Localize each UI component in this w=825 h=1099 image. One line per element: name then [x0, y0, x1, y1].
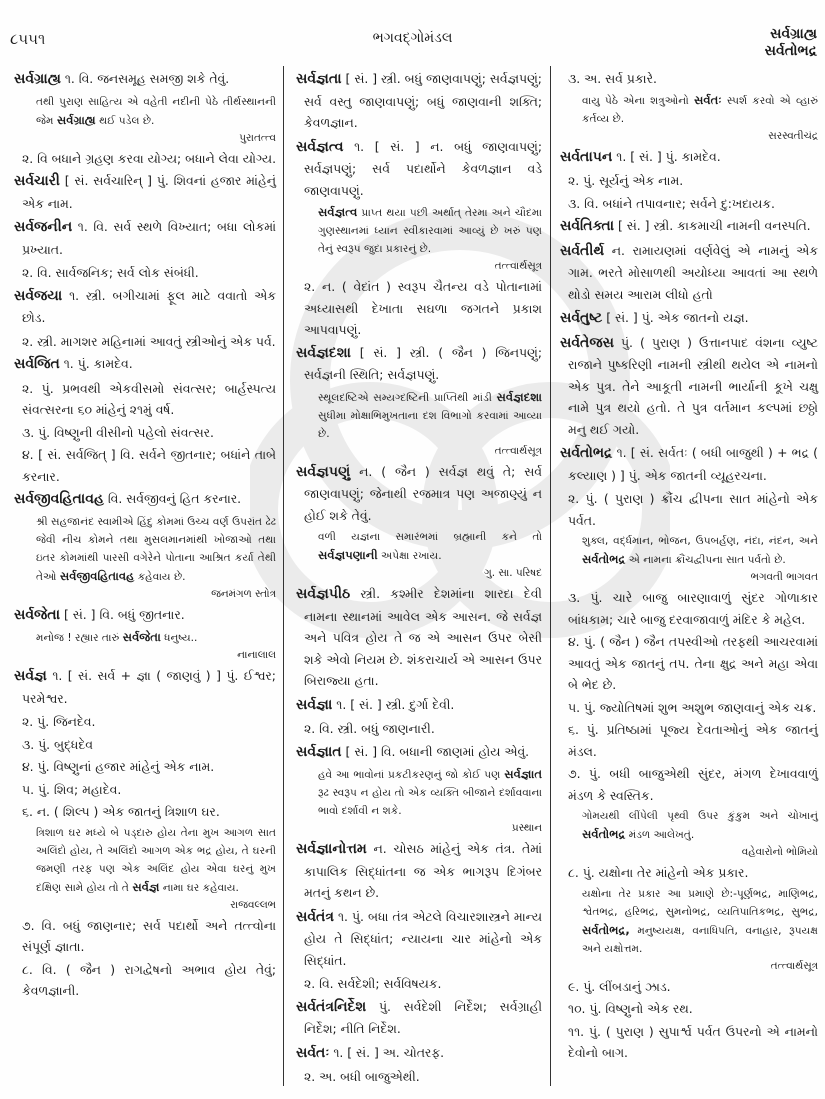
sense-definition: ૫. પું. જ્યોતિષમાં શુભ અશુભ જાણવાનું એક ચક્ર.	[568, 699, 817, 715]
headword: સર્વજ્ઞત્વ	[296, 138, 344, 155]
sense-definition: ૨. સ્ત્રી. માગશર મહિનામાં આવતું સ્ત્રીઓનું એક પર્વ.	[22, 333, 276, 349]
sense-definition: ૩. પું. બુદ્ધદેવ	[22, 736, 94, 752]
dictionary-entry	[560, 215, 818, 238]
citation-quote	[560, 532, 818, 569]
sense-definition: ૪. પું. ( જૈન ) જૈન તપસ્વીઓ તરફથી આચરવામાં આવતું એક જાતનું તપ. તેના ક્ષુદ્ર અને મહા એવા બે ભેદ છે.	[568, 634, 818, 692]
column-divider	[283, 66, 284, 1086]
definition-text: ન. ( જૈન ) સર્વજ્ઞ થવું તે; સર્વ જાણવાપણું; જેનાથી રજમાત્ર પણ અજાણ્યું ન હોઈ શકે તેવું.	[304, 463, 542, 523]
sense-definition: ૧૧. પું. ( પુરાણ ) સુપાર્શ્વ પર્વત ઉપરનો એ નામનો દેવોનો બાગ.	[568, 1023, 818, 1060]
quote-headword: સર્વજીવહિતાવહ	[59, 568, 135, 583]
citation-quote	[14, 824, 276, 897]
sense-definition: ૩. વિ. બધાંને તપાવનાર; સર્વને દુ:ખદાયક.	[568, 195, 775, 211]
quote-text: રૂઢ સ્વરૂપ ન હોય તો એક વ્યક્તિ બીજાને દર્શાવવાના ભાવો દર્શાવી ન શકે.	[318, 787, 542, 817]
citation-source: સરસ્વતીચંદ્ર	[768, 129, 818, 142]
dictionary-entry	[296, 996, 542, 1040]
sense-definition: ૨. પું. જિનદેવ.	[22, 714, 96, 729]
citation-source: ભગવતી ભાગવત	[750, 571, 818, 583]
quote-text: કહેવાય છે.	[137, 570, 186, 583]
headword: સર્વતિક્તા	[560, 218, 615, 234]
citation-quote	[296, 528, 542, 565]
headword: સર્વજ્ઞતા	[296, 71, 342, 87]
dictionary-entry	[560, 240, 818, 306]
sense-definition: ૨. વિ. સાર્વજનિક; સર્વ લોક સંબંધી.	[22, 265, 199, 280]
headword: સર્વચારી	[14, 173, 60, 189]
headword: સર્વજનીન	[14, 219, 73, 235]
headword: સર્વતોભદ્ર	[560, 445, 613, 461]
quote-headword: સર્વગ્રાહ્ય	[56, 112, 96, 127]
dictionary-entry	[560, 146, 818, 169]
citation-quote	[560, 91, 818, 128]
sense-definition: ૨. વિ બધાને ગ્રહણ કરવા યોગ્ય; બધાને લેવા યોગ્ય.	[22, 150, 277, 166]
headword: સર્વતીર્થ	[560, 242, 605, 259]
quote-text: એ નામના ક્રૌંચદ્વીપના સાત પર્વતો છે.	[628, 554, 786, 566]
quote-text: ત્રિશાળ ઘર મધ્યે બે પડ્દારુ હોય તેના મુખ આગળ સાત અલિંદો હોય, તે અલિંદો આગળ એક ભદ્ર હોય, તે ઘરની જમણી તરફ પણ એક અલિંદ હોય એવા ઘરનું મુખ દક્ષિણ સામે હોય તો તે	[36, 826, 276, 894]
sense-definition: ૩. અ. સર્વ પ્રકારે.	[568, 71, 657, 86]
dictionary-entry	[14, 488, 276, 511]
quote-text: હવે આ ભાવોનાં પ્રકટીકરણનું જો કોઈ પણ	[318, 769, 501, 781]
column-1	[14, 68, 276, 1003]
headword: સર્વજ્ઞદશા	[296, 344, 351, 361]
quote-text: સ્થૂલદષ્ટિએ સમ્યગ્દષ્ટિની પ્રાપ્તિથી માંડી	[318, 391, 492, 404]
definition-text: ન. ચોસઠ માંહેનું એક તંત્ર. તેમાં કાપાલિક સિદ્ધાંતના જ એક ભાગરૂપ દિગંબર મતનું કથન છે.	[304, 841, 542, 900]
definition-text: ૧. પું. કામદેવ.	[63, 356, 133, 371]
dictionary-entry	[296, 1042, 542, 1065]
sense-definition: ૪. [ સં. સર્વજિત્ ] વિ. સર્વને જીતનાર; બધાંને તાબે કરનાર.	[22, 447, 276, 484]
quote-text: ગોમયથી લીંપેલી પૃથ્વી ઉપર કુંકુમ અને ચોખાનું	[582, 810, 818, 822]
sense-definition: ૨. પું. ( પુરાણ ) ક્રૌંચ દ્વીપના સાત માંહેનો એક પર્વત.	[568, 491, 818, 528]
headword: સર્વજયા	[14, 287, 63, 304]
dictionary-entry	[14, 285, 276, 329]
guide-word-last: સર્વતોભદ્ર	[764, 43, 817, 59]
sense-definition: ૬. પું. પ્રતિષ્ઠામાં પૂજ્ય દેવતાઓનું એક જાતનું મંડલ.	[568, 722, 818, 759]
citation-quote	[560, 807, 818, 844]
dictionary-entry	[296, 906, 542, 972]
citation-source: જનમંગળ સ્તોત્ર	[211, 587, 276, 600]
sense-definition: ૨. વિ. સ્ત્રી. બધું જાણનારી.	[304, 721, 435, 736]
headword: સર્વતંત્ર	[296, 908, 334, 925]
definition-text: [ સં. ] વિ. બધાની જાણમાં હોય એવું.	[345, 743, 530, 759]
headword: સર્વતુષ્ટ	[560, 310, 603, 326]
citation-source: ગુ. સા. પરિષદ	[484, 567, 542, 579]
sense-definition: ૬. ન. ( શિલ્પ ) એક જાતનું ત્રિશાળ ઘર.	[22, 804, 220, 819]
sense-definition: ૭. પું. બધી બાજુએથી સુંદર, મંગળ દેખાવવાળું મંડળ કે સ્વસ્તિક.	[568, 766, 818, 803]
definition-text: [ સં. ] સ્ત્રી. બધું જાણવાપણું; સર્વજ્ઞપણું; સર્વ વસ્તુ જાણવાપણું; બધું જાણવાની શક્તિ; કેવળજ્ઞાન.	[304, 71, 542, 130]
sense-definition: ૩. પું. વિષ્ણુની વીસીનો પહેલો સંવત્સર.	[22, 424, 214, 440]
dictionary-entry	[14, 170, 276, 214]
dictionary-entry	[296, 694, 542, 717]
headword: સર્વજીવહિતાવહ	[14, 491, 104, 507]
dictionary-entry	[296, 342, 542, 386]
definition-text: પું. સર્વદેશી નિર્દેશ; સર્વગ્રાહી નિર્દેશ; નીતિ નિર્દેશ.	[304, 998, 542, 1036]
dictionary-entry	[296, 461, 542, 527]
page-number: ૮૫૫૧	[10, 30, 46, 48]
citation-quote	[296, 388, 542, 443]
sense-definition: ૨. પું. સૂર્યનું એક નામ.	[568, 173, 684, 188]
dictionary-entry	[296, 838, 542, 904]
headword: સર્વજ્ઞાનોત્તમ	[296, 841, 367, 857]
page-header	[0, 24, 825, 64]
dictionary-entry	[560, 332, 818, 441]
quote-headword: સર્વજ્ઞપણાની	[318, 548, 378, 562]
citation-source: તત્ત્વાર્થસૂત્ર	[494, 444, 542, 457]
sense-definition: ૪. પું. વિષ્ણુનાં હજાર માંહેનું એક નામ.	[22, 759, 215, 774]
column-3	[560, 68, 818, 1065]
quote-text: અપેક્ષા રખાય.	[381, 550, 442, 562]
citation-quote	[14, 93, 276, 130]
sense-definition: ૧૦. પું. વિષ્ણુનો એક રથ.	[568, 1001, 693, 1016]
citation-source: નાનાલાલ	[237, 649, 276, 661]
quote-headword: સર્વતોભદ્ર	[582, 827, 626, 841]
citation-source: રાજવલ્લભ	[230, 898, 276, 911]
headword: સર્વગ્રાહ્ય	[14, 71, 61, 87]
quote-text: મંડળ આલેખતું.	[628, 829, 695, 841]
dictionary-entry	[14, 353, 276, 376]
quote-headword: સર્વજ્ઞાત	[504, 767, 542, 781]
citation-quote	[14, 628, 276, 647]
column-divider	[550, 66, 551, 1086]
quote-text: નામા ઘર કહેવાય.	[162, 881, 239, 894]
definition-text: ૧. સ્ત્રી. બગીચામાં ફૂલ માટે વવાતો એક છોડ.	[22, 287, 276, 325]
definition-text: [ સં. ] સ્ત્રી. ( જૈન ) જિનપણું; સર્વજ્ઞની સ્થિતિ; સર્વજ્ઞપણું.	[304, 344, 542, 382]
quote-headword: સર્વતઃ	[694, 92, 722, 107]
quote-text: મનોજ ! રહ્યાર તારું	[36, 632, 120, 644]
quote-headword: સર્વજ્ઞત્વ	[318, 205, 358, 219]
column-2	[296, 68, 542, 1089]
citation-quote	[560, 885, 818, 958]
dictionary-entry	[296, 583, 542, 692]
citation-source: પુરાતત્ત્વ	[239, 131, 276, 144]
headword: સર્વજિત	[14, 356, 60, 372]
citation-quote	[296, 765, 542, 820]
quote-text: સ્પર્શ કરવો એ વ્હારું કર્તવ્ય છે.	[582, 94, 818, 125]
quote-text: વળી યજ્ઞના સમારંભમાં બ્રહ્માની કને તો	[318, 531, 542, 543]
definition-text: ૧. [ સં. ] પું. કામદેવ.	[616, 148, 721, 164]
dictionary-entry	[560, 442, 818, 486]
quote-headword: સર્વજ્ઞદશા	[496, 389, 542, 404]
sense-definition: ૫. પું. શિવ; મહાદેવ.	[22, 781, 122, 797]
quote-text: તથી પુરાણ સાહિત્ય એ વહેતી નદીની પેઠે તીર્થસ્થાનની જેમ	[36, 95, 276, 127]
headword: સર્વજ્ઞપીઠ	[296, 586, 351, 602]
definition-text: ૧. પું. બધા તંત્ર એટલે વિચારશાસ્ત્રને માન્ય હોય તે સિદ્ધાંત; ન્યાયના ચાર માંહેનો એક સિદ્ધાંત.	[304, 908, 542, 968]
quote-text: શ્રી સહજાનંદ સ્વામીએ હિંદુ કોમમાં ઉચ્ચ વર્ણ ઉપરાંત ઢેઢ જેવી નીચ કોમને તથા મુસલમાનમાંથી ખોજાઓ તથા ઇતર કોમમાંથી પારસી વગેરેને પોતાના આશ્રિત કર્યા તેથી તેઓ	[36, 515, 276, 583]
definition-text: ૧. [ સં. ] ન. બધું જાણવાપણું; સર્વજ્ઞપણું; સર્વ પદાર્થોને કેવળજ્ઞાન વડે જાણવાપણું.	[304, 138, 542, 198]
quote-text: સુધીમા મોક્ષાભિમુખતાના દશ વિભાગો કરવામાં આવ્યા છે.	[318, 409, 542, 440]
citation-quote	[14, 513, 276, 586]
citation-source: તત્ત્વાર્થસૂત્ર	[770, 959, 818, 972]
sense-definition: ૨. પું. પ્રભવથી એકવીસમો સંવત્સર; બાર્હસ્પત્ય સંવત્સરના ૬૦ માંહેનું ૨૧મું વર્ષ.	[22, 380, 276, 417]
sense-definition: ૭. વિ. બધું જાણનાર; સર્વ પદાર્થો અને તત્ત્વોના સંપૂર્ણ જ્ઞાતા.	[22, 917, 276, 954]
sense-definition: ૮. વિ. ( જૈન ) રાગદ્વેષનો અભાવ હોય તેવું; કેવળજ્ઞાની.	[22, 961, 276, 998]
definition-text: ૧. વિ. સર્વ સ્થળે વિખ્યાત; બધા લોકમાં પ્રખ્યાત.	[22, 219, 276, 257]
quote-text: પ્રાપ્ત થયા પછી અર્થાત્ તેરમા અને ચૌદમા ગુણસ્થાનમાં ધ્યાન સ્વીકારવામાં આવ્યું છે ખરું પણ તેનું સ્વરૂપ જુદા પ્રકારનું છે.	[318, 207, 542, 255]
definition-text: ૧. [ સં. ] અ. ચોતરફ.	[333, 1044, 445, 1060]
dictionary-entry	[14, 216, 276, 260]
dictionary-entry	[14, 68, 276, 91]
headword: સર્વજ્ઞા	[296, 696, 333, 713]
dictionary-entry	[296, 136, 542, 202]
dictionary-entry	[296, 741, 542, 764]
headword: સર્વતઃ	[296, 1044, 330, 1061]
definition-text: સ્ત્રી. કશ્મીર દેશમાંના શારદા દેવી નામના સ્થાનમાં આવેલ એક આસન. જે સર્વજ્ઞ અને પવિત્ર હોય તે જ એ આસન ઉપર બેસી શકે એવો નિયમ છે. શંકરાચાર્ય એ આસન ઉપર બિરાજ્યા હતા.	[304, 586, 542, 688]
book-title: ભગવદ્ગોમંડલ	[372, 30, 453, 46]
definition-text: [ સં. ] સ્ત્રી. કાકમાચી નામની વનસ્પતિ.	[618, 218, 811, 233]
sense-definition: ૨. વિ. સર્વદેશી; સર્વવિષયક.	[304, 976, 442, 991]
headword: સર્વજ્ઞપણું	[296, 463, 351, 480]
definition-text: પું. ( પુરાણ ) ઉત્તાનપાદ વંશના વ્યુષ્ટ રાજાને પુષ્કરિણી નામની સ્ત્રીથી થયેલ એ નામનો એક પુત્ર. તેને આકૂતી નામની ભાર્યાની કૂખે ચક્ષુ નામે પુત્ર થયો હતો. તે પુત્ર વર્તમાન કલ્પમાં છઠ્ઠો મનુ થઈ ગયો.	[568, 334, 818, 437]
definition-text: [ સં. ] પું. એક જાતનો યજ્ઞ.	[606, 310, 749, 325]
definition-text: [ સં. સર્વચારિન્ ] પું. શિવનાં હજાર માંહેનું એક નામ.	[22, 173, 276, 211]
headword: સર્વતેજસ	[560, 334, 614, 351]
sense-definition: ૩. પું. ચારે બાજુ બારણાવાળું સુંદર ગોળાકાર બાંધકામ; ચારે બાજુ દરવાજાવાળું મંદિર કે મહેલ.	[568, 590, 818, 627]
citation-source: વહેવારોનો ભોમિયો	[741, 846, 818, 858]
quote-headword: સર્વતોભદ્ર	[582, 552, 626, 566]
definition-text: ન. રામાયણમાં વર્ણવેલું એ નામનું એક ગામ. ભરતે મોસાળથી અયોધ્યા આવતાં આ સ્થળે થોડો સમય આરામ લીધો હતો	[568, 242, 818, 302]
sense-definition: ૯. પું. લીંબડાનું ઝાડ.	[568, 978, 671, 994]
quote-text: વાયુ પેઠે એના શત્રુઓનો	[582, 94, 689, 107]
quote-text: થઈ પડેલ છે.	[99, 114, 155, 127]
dictionary-entry	[560, 307, 818, 330]
sense-definition: ૨. અ. બધી બાજુએથી.	[304, 1069, 420, 1084]
definition-text: ૧. વિ. જનસમૂહ સમજી શકે તેવું.	[64, 71, 230, 86]
citation-source: તત્ત્વાર્થસૂત્ર	[494, 260, 542, 272]
guide-words	[765, 26, 817, 60]
headword: સર્વજ્ઞાત	[296, 743, 342, 760]
quote-text: ધનુષ્ય..	[164, 632, 198, 644]
dictionary-entry	[14, 665, 276, 709]
quote-text: મનુષ્યયક્ષ, વનાધિપતિ, વનાહાર, રૂપયક્ષ અને યક્ષોત્તમ.	[582, 924, 818, 955]
quote-headword: સર્વતોભદ્ર,	[582, 922, 630, 937]
sense-definition: ૮. પું. યક્ષોના તેર માંહેનો એક પ્રકાર.	[568, 865, 749, 880]
quote-text: શુક્લ, વર્દ્ધમાન, ભોજન, ઉપબર્હણ, નંદા, નંદન, અને	[582, 535, 818, 547]
definition-text: વિ. સર્વજીવનું હિત કરનાર.	[107, 491, 242, 506]
dictionary-entry	[14, 604, 276, 627]
definition-text: [ સં. ] વિ. બધું જીતનાર.	[63, 606, 185, 622]
dictionary-entry	[296, 68, 542, 134]
citation-quote	[296, 203, 542, 258]
headword: સર્વજેતા	[14, 606, 61, 623]
quote-headword: સર્વજેતા	[122, 630, 161, 644]
quote-text: યક્ષોના તેર પ્રકાર આ પ્રમાણે છે:-પૂર્ણભદ્ર, માણિભદ્ર, શ્વેતભદ્ર, હરિભદ્ર, સુમનોભદ્ર, વ્યતિપાતિકભદ્ર, સુભદ્ર,	[582, 887, 818, 918]
headword: સર્વતંત્રનિર્દેશ	[296, 998, 367, 1015]
headword: સર્વજ્ઞ	[14, 668, 47, 684]
quote-headword: સર્વજ્ઞ	[132, 879, 160, 894]
definition-text: ૧. [ સં. ] સ્ત્રી. દુર્ગા દેવી.	[336, 696, 455, 712]
guide-word-first: સર્વગ્રાહ્ય	[770, 26, 817, 42]
definition-text: ૧. [ સં. સર્વતઃ ( બધી બાજુથી ) + ભદ્ર ( કલ્યાણ ) ] પું. એક જાતની વ્યૂહરચના.	[568, 445, 818, 483]
citation-source: પ્રસ્થાન	[511, 822, 542, 834]
definition-text: ૧. [ સં. સર્વ + જ્ઞા ( જાણવું ) ] પું. ઈશ્વર; પરમેશ્વર.	[22, 668, 276, 706]
sense-definition: ૨. ન. ( વેદાંત ) સ્વરૂપ ચૈતન્ય વડે પોતાનામાં અધ્યાસથી દેખાતા સઘળા જગતને પ્રકાશ આપવાપણું.	[304, 279, 542, 337]
headword: સર્વતાપન	[560, 148, 613, 165]
